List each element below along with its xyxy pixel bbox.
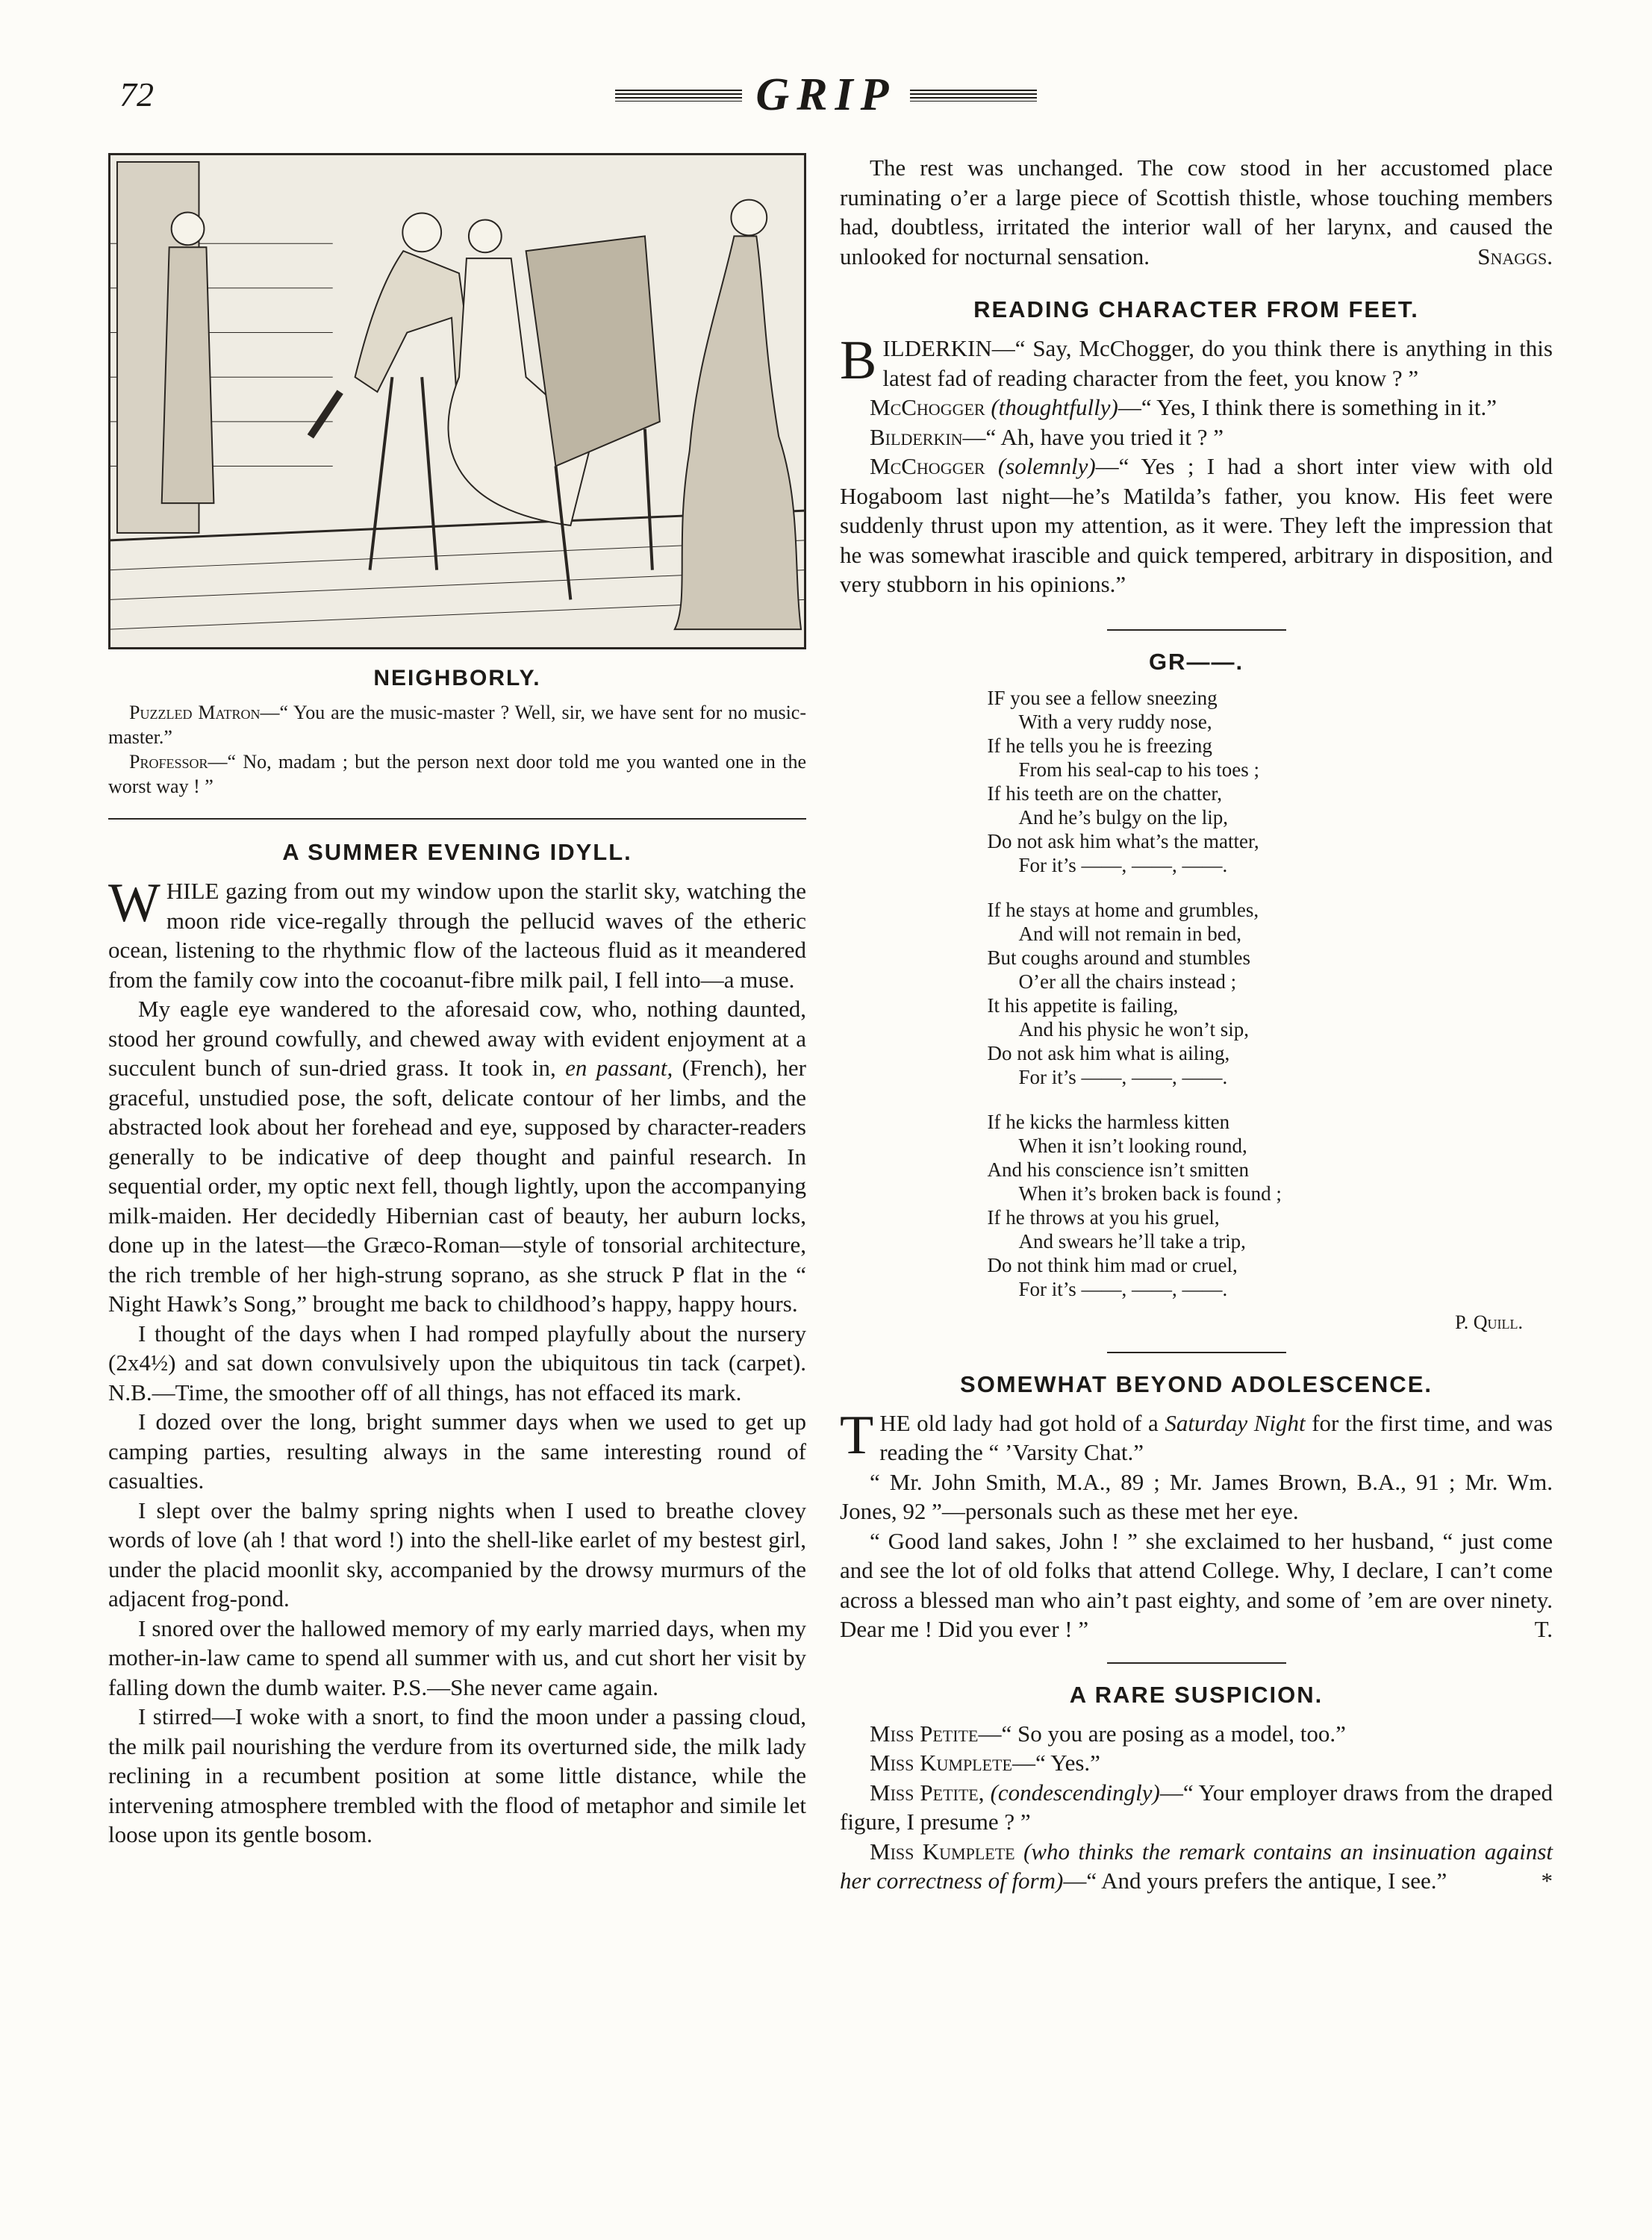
page-number: 72: [119, 75, 154, 113]
poem-title: GR——.: [1148, 648, 1244, 675]
feet-paragraph: [840, 393, 1553, 422]
poem-line: Do not ask him what is ailing,: [987, 1041, 1230, 1064]
feet-speaker: McChogger: [870, 453, 985, 479]
matron-text: —“ You are the music-master ? Well, sir, we have sent for no music-master.”: [108, 702, 806, 748]
idyll-p2b: (French), her graceful, unstudied pose, the soft, delicate contour of her limbs, and the abstracted look about her forehead and eye, supposed by character-readers generally to be indicative of deep thought and painful research. In sequential order, my optic next fell, though lightly, upon the accompanying milk-maiden. Her decidedly Hibernian cast of beauty, her auburn locks, done up in the latest—the Græco-Roman—style of tonsorial architecture, the rich tremble of her high-strung soprano, as she struck P flat in the “ Night Hawk’s Song,” brought me back to childhood’s happy, happy hours.: [108, 1055, 807, 1317]
section-divider: [108, 818, 806, 820]
feet-text: —“ Yes ; I had a short inter view with old Hogaboom last night—he’s Matilda’s father, you know. His feet were suddenly thrust upon my attention, as it were. They left the impression that he was somewhat irascible and quick tempered, arbitrary in disposition, and very stubborn in his opinions.”: [840, 453, 1553, 597]
feet-paragraph: [840, 422, 1553, 452]
poem-line: If his teeth are on the chatter,: [987, 781, 1223, 805]
poem-line: For it’s ——, ——, ——.: [1018, 853, 1228, 876]
feet-dropcap: B: [840, 330, 877, 391]
adolescence-p1-italic: Saturday Night: [1165, 1409, 1306, 1436]
adolescence-signature: T.: [1534, 1616, 1553, 1642]
adolescence-p1b: for the first time, and was reading the “ ’Varsity Chat.”: [879, 1409, 1553, 1465]
idyll-paragraph: [108, 873, 806, 994]
suspicion-title: A RARE SUSPICION.: [1069, 1681, 1324, 1708]
poem-line: And he’s bulgy on the lip,: [1018, 805, 1228, 829]
suspicion-text: —“ Yes.”: [1012, 1750, 1100, 1776]
poem-line: For it’s ——, ——, ——.: [1018, 1065, 1228, 1088]
idyll-paragraph: I thought of the days when I had romped playfully about the nursery (2x4½) and sat down convulsively upon the ubiquitous tin tack (carpet). N.B.—Time, the smoother off of all things, has not effaced its mark.: [108, 1320, 806, 1406]
poem-line: Do not ask him what’s the matter,: [987, 829, 1259, 852]
feet-text: —“ Ah, have you tried it ? ”: [962, 423, 1224, 450]
idyll-p1: HILE gazing from out my window upon the starlit sky, watching the moon ride vice-regally through the pellucid waves of the etheric ocean, listening to the rhythmic flow of the lacteous fluid as it meandered from the family cow into the cocoanut-fibre milk pail, I fell into—a muse.: [108, 878, 806, 993]
suspicion-line: [840, 1778, 1553, 1837]
poem: [988, 686, 1406, 1301]
feet-direction: (thoughtfully): [991, 394, 1118, 420]
suspicion-line: [840, 1748, 1553, 1778]
poem-line: When it isn’t looking round,: [1018, 1134, 1247, 1157]
idyll-p2a: My eagle eye wandered to the aforesaid cow, who, nothing daunted, stood her ground cowfully, and chewed away with evident enjoyment at a succulent bunch of sun-dried grass. It took in,: [108, 996, 806, 1081]
suspicion-text: —“ And yours prefers the antique, I see.”: [1063, 1868, 1447, 1894]
idyll-paragraph: I dozed over the long, bright summer days when we used to get up camping parties, resulting always in the same interesting round of casualties.: [108, 1408, 806, 1494]
masthead-rule-right: [910, 90, 1037, 102]
poem-line: Do not think him mad or cruel,: [987, 1253, 1238, 1276]
suspicion-speaker: Miss Kumplete: [870, 1838, 1015, 1865]
poem-line: And swears he’ll take a trip,: [1018, 1229, 1246, 1252]
masthead-title: GRIP: [755, 69, 897, 120]
neighborly-illustration: [108, 153, 806, 649]
section-divider: [1107, 1352, 1286, 1353]
poem-line: And will not remain in bed,: [1018, 922, 1241, 945]
suspicion-signature: *: [1541, 1868, 1553, 1894]
suspicion-speaker: Miss Petite: [870, 1720, 979, 1747]
adolescence-dropcap: T: [840, 1404, 874, 1466]
poem-line: O’er all the chairs instead ;: [1018, 970, 1237, 993]
idyll-paragraph: I stirred—I woke with a snort, to find the moon under a passing cloud, the milk pail nourishing the verdure from its overturned side, the milk lady reclining in a recumbent position at some little distance, while the intervening atmosphere trembled with the flood of metaphor and simile let loose upon its gentle bosom.: [108, 1703, 806, 1847]
poem-line: It his appetite is failing,: [987, 993, 1179, 1017]
suspicion-speaker: Miss Petite,: [870, 1779, 985, 1806]
poem-line: When it’s broken back is found ;: [1018, 1182, 1282, 1205]
section-divider: [1107, 629, 1286, 631]
suspicion-speaker: Miss Kumplete: [870, 1750, 1012, 1776]
idyll-continuation: [840, 153, 1553, 271]
poem-line: If he tells you he is freezing: [987, 734, 1212, 757]
feet-text: —“ Yes, I think there is something in it.”: [1118, 394, 1497, 420]
adolescence-paragraph: “ Mr. John Smith, M.A., 89 ; Mr. James Brown, B.A., 91 ; Mr. Wm. Jones, 92 ”—personals such as these met her eye.: [840, 1468, 1553, 1524]
adolescence-p1a: HE old lady had got hold of a: [879, 1409, 1165, 1436]
continuation-signature: Snaggs.: [1477, 243, 1553, 269]
poem-line: If he throws at you his gruel,: [987, 1205, 1220, 1229]
matron-speaker: Puzzled Matron: [129, 702, 261, 723]
poem-line: For it’s ——, ——, ——.: [1018, 1277, 1228, 1300]
idyll-paragraph: I snored over the hallowed memory of my early married days, when my mother-in-law came to spend all summer with us, and cut short her visit by falling down the dumb waiter. P.S.—She never came again.: [108, 1615, 806, 1700]
idyll-dropcap: W: [108, 873, 160, 934]
feet-speaker: Bilderkin: [870, 423, 963, 450]
masthead-rule-left: [615, 90, 742, 102]
feet-title: READING CHARACTER FROM FEET.: [973, 296, 1419, 322]
adolescence-paragraph: [840, 1404, 1553, 1467]
adolescence-title: SOMEWHAT BEYOND ADOLESCENCE.: [960, 1370, 1433, 1397]
neighborly-professor-line: [108, 749, 806, 799]
poem-line: And his conscience isn’t smitten: [987, 1158, 1249, 1181]
poem-signature: P. Quill.: [1455, 1311, 1523, 1333]
neighborly-matron-line: [108, 700, 806, 749]
suspicion-text: —“ Your employer draws from the draped figure, I presume ? ”: [840, 1779, 1553, 1835]
feet-paragraph: [840, 330, 1553, 393]
professor-text: —“ No, madam ; but the person next door told me you wanted one in the worst way ! ”: [108, 751, 806, 797]
right-column: [840, 153, 1553, 1896]
poem-line: IF you see a fellow sneezing: [987, 686, 1218, 709]
poem-line: But coughs around and stumbles: [987, 946, 1250, 969]
section-divider: [1107, 1662, 1286, 1664]
suspicion-direction: (who thinks the remark contains an insinuation against her correctness of form): [840, 1838, 1553, 1894]
idyll-p2-italic: en passant,: [565, 1055, 673, 1081]
suspicion-line: [840, 1837, 1553, 1896]
adolescence-p3: “ Good land sakes, John ! ” she exclaimed to her husband, “ just come and see the lot of old folks that attend College. Why, I declare, I can’t come across a blessed man who ain’t past eighty, and some of ’em are over ninety. Dear me ! Did you ever ! ”: [840, 1527, 1553, 1642]
feet-direction: (solemnly): [997, 453, 1096, 479]
poem-line: From his seal-cap to his toes ;: [1018, 758, 1259, 781]
professor-speaker: Professor: [129, 751, 208, 773]
suspicion-text: —“ So you are posing as a model, too.”: [978, 1720, 1346, 1747]
continuation-text: The rest was unchanged. The cow stood in her accustomed place ruminating o’er a large piece of Scottish thistle, whose touching members had, doubtless, irritated the interior wall of her larynx, and caused the unlooked for nocturnal sensation.: [840, 155, 1553, 269]
poem-line: If he kicks the harmless kitten: [987, 1110, 1230, 1133]
idyll-paragraph: I slept over the balmy spring nights when I used to breathe clovey words of love (ah ! that word !) into the shell-like earlet of my bestest girl, under the placid moonlit sky, accompanied by the drowsy murmurs of the adjacent frog-pond.: [108, 1497, 806, 1612]
masthead: [0, 69, 1652, 122]
adolescence-paragraph: [840, 1526, 1553, 1644]
idyll-paragraph: [108, 994, 806, 1319]
poem-line: With a very ruddy nose,: [1018, 710, 1212, 733]
feet-paragraph: [840, 452, 1553, 599]
idyll-title: A SUMMER EVENING IDYLL.: [282, 839, 632, 865]
suspicion-direction: (condescendingly): [990, 1779, 1160, 1806]
poem-line: If he stays at home and grumbles,: [987, 898, 1259, 921]
feet-speaker: McChogger: [870, 394, 985, 420]
poem-line: And his physic he won’t sip,: [1018, 1017, 1249, 1041]
left-column: [108, 153, 806, 1850]
feet-p1: ILDERKIN—“ Say, McChogger, do you think there is anything in this latest fad of reading character from the feet, you know ? ”: [882, 335, 1553, 391]
neighborly-title: NEIGHBORLY.: [373, 666, 541, 690]
suspicion-line: [840, 1719, 1553, 1749]
